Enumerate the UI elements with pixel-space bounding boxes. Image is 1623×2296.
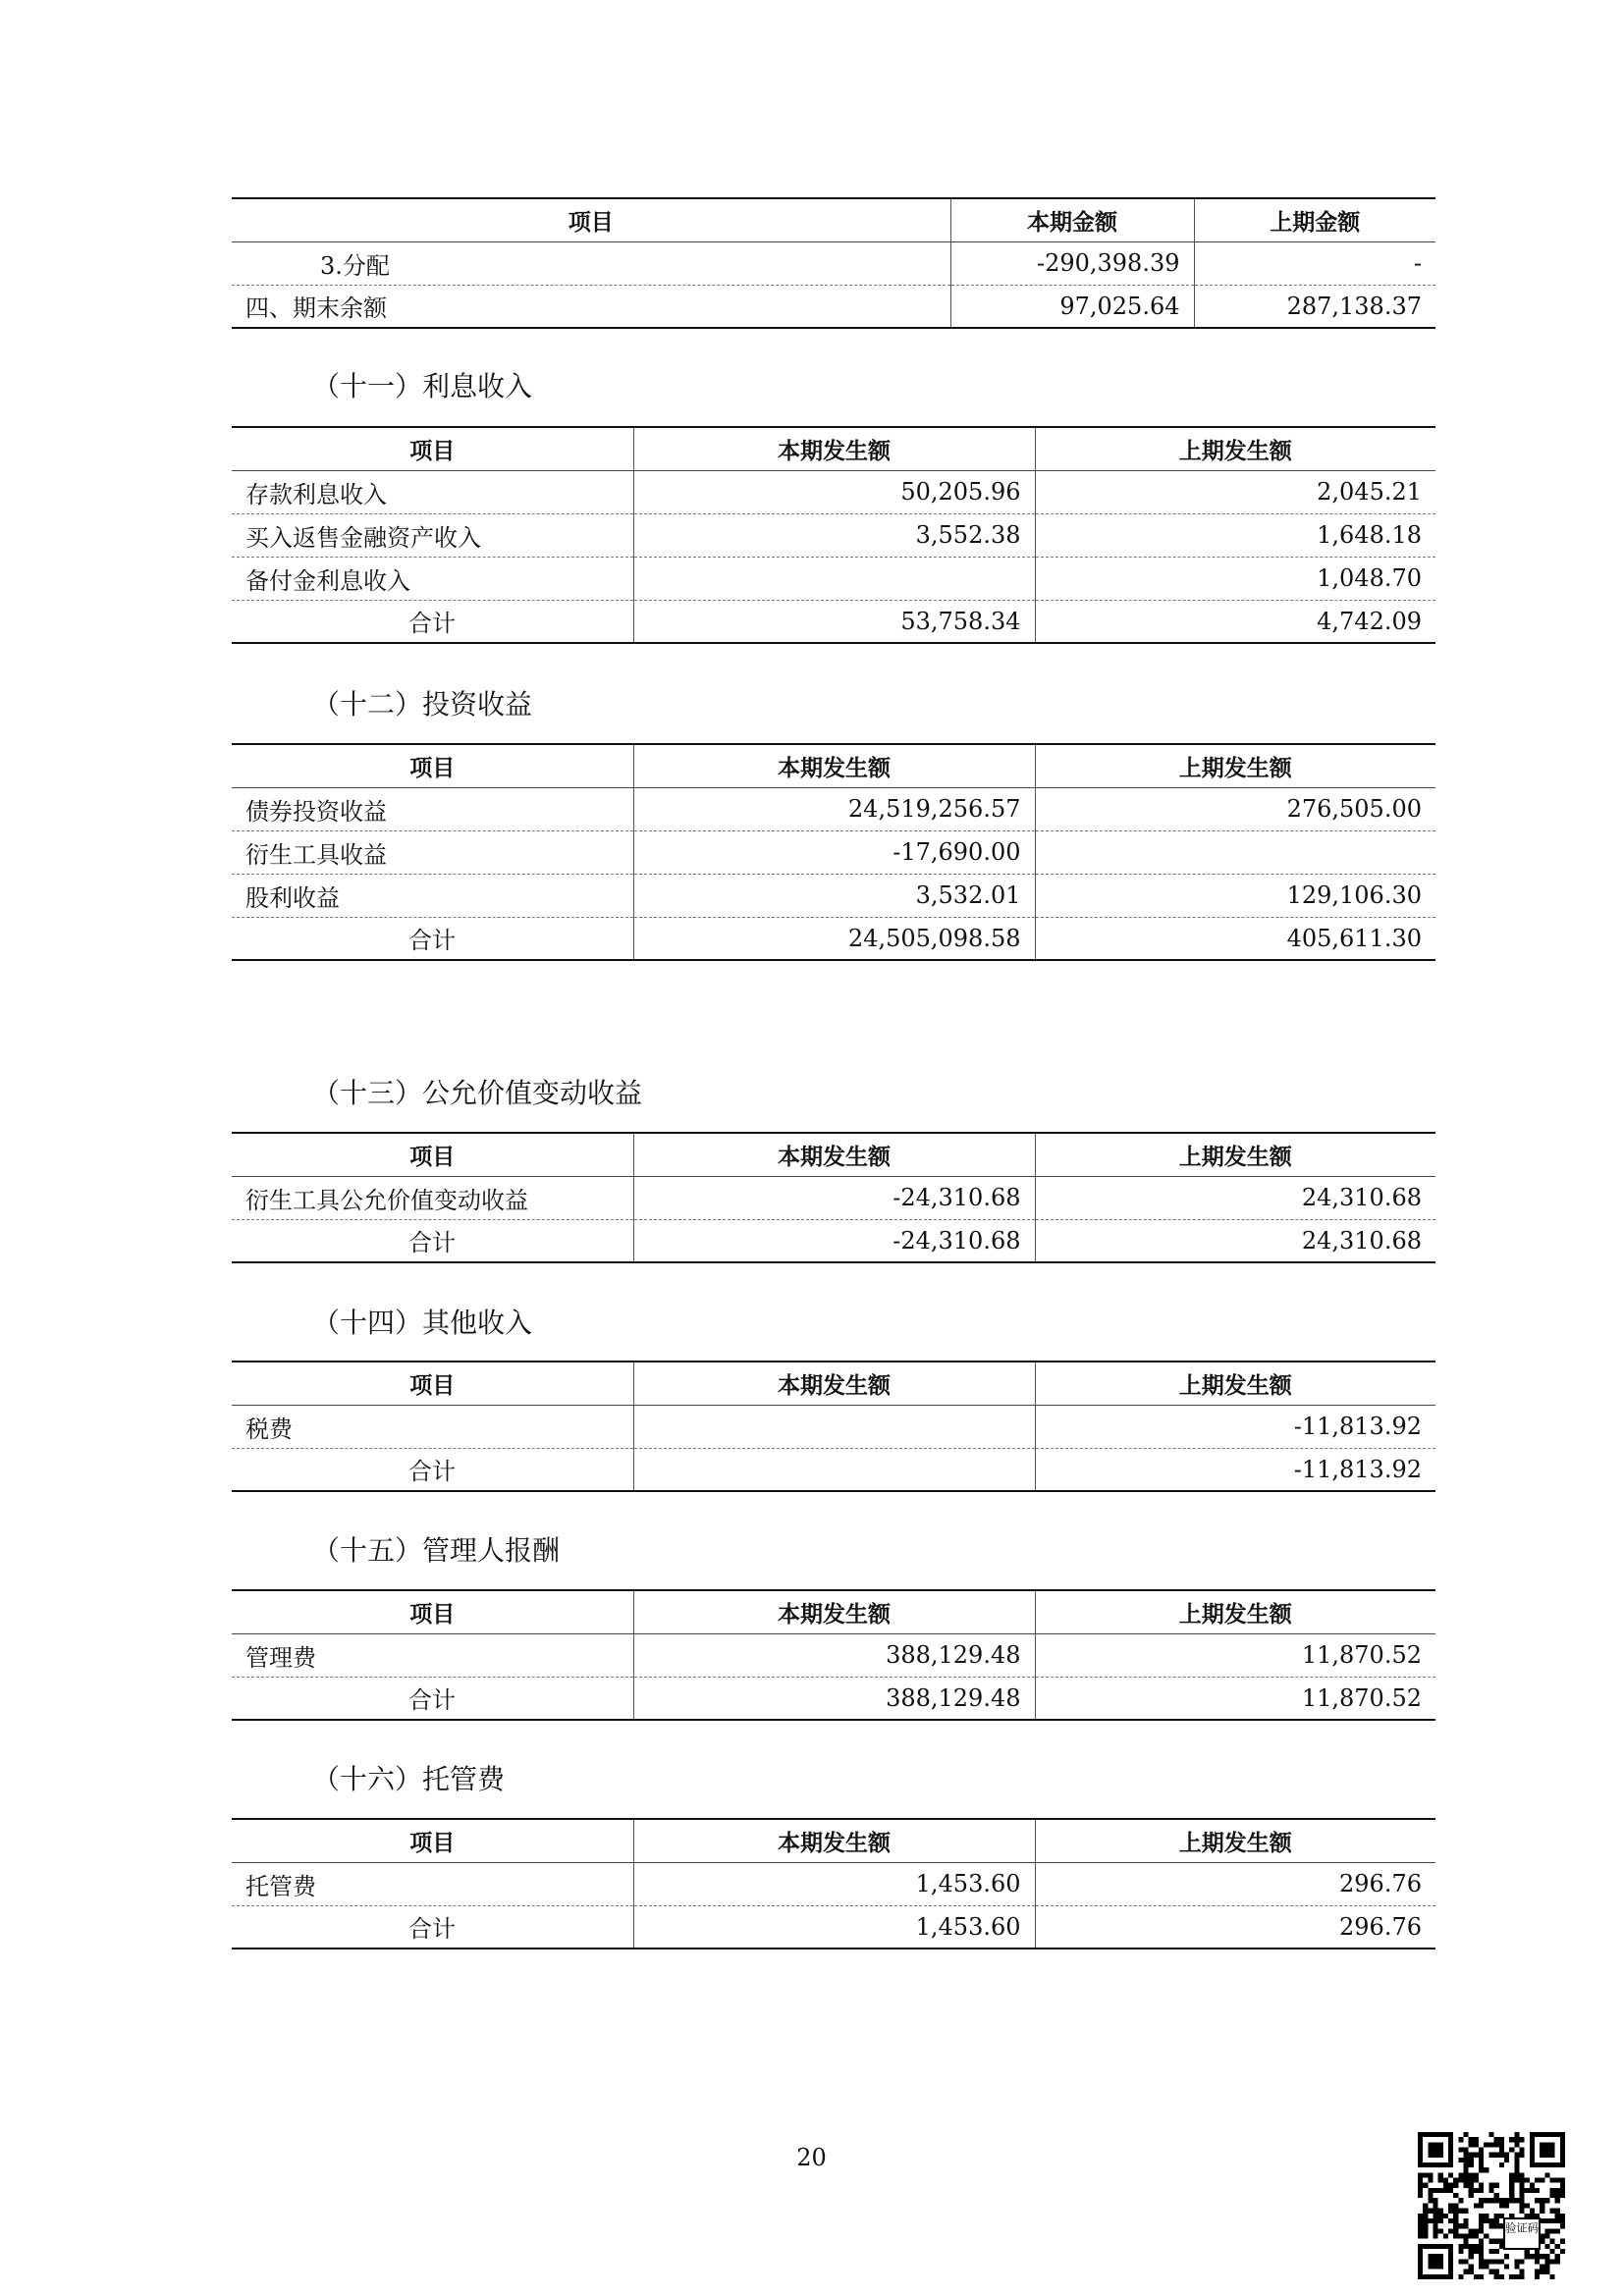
total-row bbox=[232, 1219, 1435, 1262]
interest-income-table bbox=[232, 426, 1435, 644]
total-current: -24,310.68 bbox=[633, 1219, 1035, 1262]
row-label: 衍生工具公允价值变动收益 bbox=[232, 1176, 633, 1219]
row-previous: 287,138.37 bbox=[1194, 285, 1435, 328]
row-current: 388,129.48 bbox=[633, 1633, 1035, 1677]
investment-income-table bbox=[232, 743, 1435, 961]
table-row bbox=[232, 1862, 1435, 1905]
row-current: 50,205.96 bbox=[633, 470, 1035, 513]
total-current bbox=[633, 1448, 1035, 1491]
col-header-current: 本期发生额 bbox=[633, 744, 1035, 787]
col-header-previous: 上期发生额 bbox=[1035, 1819, 1435, 1862]
col-header-item: 项目 bbox=[232, 1362, 633, 1405]
qr-code-icon bbox=[1418, 2132, 1565, 2279]
total-label: 合计 bbox=[408, 1458, 456, 1486]
col-header-current: 本期发生额 bbox=[633, 1819, 1035, 1862]
custody-fee-table bbox=[232, 1818, 1435, 1949]
col-header-item: 项目 bbox=[232, 198, 950, 241]
row-current: -290,398.39 bbox=[950, 241, 1194, 285]
row-current: 3,532.01 bbox=[633, 874, 1035, 917]
total-previous: 11,870.52 bbox=[1035, 1677, 1435, 1720]
total-current: 1,453.60 bbox=[633, 1905, 1035, 1949]
row-label: 四、期末余额 bbox=[245, 294, 387, 323]
section-heading-other-income: （十四）其他收入 bbox=[312, 1307, 533, 1339]
col-header-previous: 上期发生额 bbox=[1035, 1590, 1435, 1633]
col-header-item: 项目 bbox=[232, 1133, 633, 1176]
col-header-previous: 上期发生额 bbox=[1035, 1362, 1435, 1405]
total-label: 合计 bbox=[408, 610, 456, 638]
row-label: 3.分配 bbox=[232, 241, 950, 285]
col-header-item: 项目 bbox=[232, 1819, 633, 1862]
table-row bbox=[232, 874, 1435, 917]
table-row bbox=[232, 470, 1435, 513]
row-previous: 296.76 bbox=[1035, 1862, 1435, 1905]
row-previous: 1,648.18 bbox=[1035, 513, 1435, 557]
row-label: 管理费 bbox=[232, 1633, 633, 1677]
row-current: 24,519,256.57 bbox=[633, 787, 1035, 830]
manager-fee-table bbox=[232, 1589, 1435, 1721]
row-label: 托管费 bbox=[232, 1862, 633, 1905]
total-label: 合计 bbox=[408, 1915, 456, 1944]
row-previous: 276,505.00 bbox=[1035, 787, 1435, 830]
row-label: 衍生工具收益 bbox=[232, 830, 633, 874]
col-header-item: 项目 bbox=[232, 1590, 633, 1633]
row-current: 3,552.38 bbox=[633, 513, 1035, 557]
row-previous: 11,870.52 bbox=[1035, 1633, 1435, 1677]
total-current: 388,129.48 bbox=[633, 1677, 1035, 1720]
row-label: 备付金利息收入 bbox=[232, 557, 633, 600]
row-label: 买入返售金融资产收入 bbox=[232, 513, 633, 557]
total-row bbox=[232, 1905, 1435, 1949]
row-current: 1,453.60 bbox=[633, 1862, 1035, 1905]
row-current: 97,025.64 bbox=[950, 285, 1194, 328]
total-previous: 405,611.30 bbox=[1035, 917, 1435, 960]
col-header-previous: 上期发生额 bbox=[1035, 744, 1435, 787]
total-previous: -11,813.92 bbox=[1035, 1448, 1435, 1491]
col-header-item: 项目 bbox=[232, 427, 633, 470]
changes-table-continued bbox=[232, 197, 1435, 329]
col-header-current: 本期发生额 bbox=[633, 427, 1035, 470]
section-heading-manager-fee: （十五）管理人报酬 bbox=[312, 1534, 561, 1567]
total-previous: 296.76 bbox=[1035, 1905, 1435, 1949]
row-previous: 2,045.21 bbox=[1035, 470, 1435, 513]
table-row bbox=[232, 787, 1435, 830]
col-header-current: 本期金额 bbox=[950, 198, 1194, 241]
total-label: 合计 bbox=[408, 1686, 456, 1715]
row-previous: 1,048.70 bbox=[1035, 557, 1435, 600]
table-row bbox=[232, 241, 1435, 285]
total-current: 53,758.34 bbox=[633, 600, 1035, 643]
fair-value-change-table bbox=[232, 1132, 1435, 1263]
row-previous bbox=[1035, 830, 1435, 874]
table-row bbox=[232, 557, 1435, 600]
total-current: 24,505,098.58 bbox=[633, 917, 1035, 960]
row-label: 存款利息收入 bbox=[232, 470, 633, 513]
table-row bbox=[232, 1405, 1435, 1448]
row-current: -17,690.00 bbox=[633, 830, 1035, 874]
total-previous: 24,310.68 bbox=[1035, 1219, 1435, 1262]
col-header-previous: 上期金额 bbox=[1194, 198, 1435, 241]
section-heading-custody-fee: （十六）托管费 bbox=[312, 1763, 506, 1795]
total-row bbox=[232, 1677, 1435, 1720]
section-heading-investment-income: （十二）投资收益 bbox=[312, 688, 533, 721]
col-header-current: 本期发生额 bbox=[633, 1590, 1035, 1633]
row-previous: 24,310.68 bbox=[1035, 1176, 1435, 1219]
row-previous: - bbox=[1194, 241, 1435, 285]
table-row bbox=[232, 1633, 1435, 1677]
table-row bbox=[232, 830, 1435, 874]
total-row bbox=[232, 600, 1435, 643]
page-number: 20 bbox=[796, 2144, 827, 2171]
row-label: 债券投资收益 bbox=[232, 787, 633, 830]
total-label: 合计 bbox=[408, 927, 456, 955]
row-current: -24,310.68 bbox=[633, 1176, 1035, 1219]
qr-caption: 验证码 bbox=[1504, 2220, 1540, 2235]
col-header-item: 项目 bbox=[232, 744, 633, 787]
col-header-current: 本期发生额 bbox=[633, 1133, 1035, 1176]
col-header-previous: 上期发生额 bbox=[1035, 427, 1435, 470]
total-row bbox=[232, 1448, 1435, 1491]
row-label: 税费 bbox=[232, 1405, 633, 1448]
total-label: 合计 bbox=[408, 1229, 456, 1257]
col-header-previous: 上期发生额 bbox=[1035, 1133, 1435, 1176]
total-previous: 4,742.09 bbox=[1035, 600, 1435, 643]
total-row bbox=[232, 917, 1435, 960]
table-row bbox=[232, 513, 1435, 557]
row-current bbox=[633, 557, 1035, 600]
section-heading-fair-value-change: （十三）公允价值变动收益 bbox=[312, 1077, 643, 1109]
other-income-table bbox=[232, 1361, 1435, 1492]
row-current bbox=[633, 1405, 1035, 1448]
col-header-current: 本期发生额 bbox=[633, 1362, 1035, 1405]
row-previous: 129,106.30 bbox=[1035, 874, 1435, 917]
table-row bbox=[232, 285, 1435, 328]
table-row bbox=[232, 1176, 1435, 1219]
section-heading-interest-income: （十一）利息收入 bbox=[312, 370, 533, 402]
row-previous: -11,813.92 bbox=[1035, 1405, 1435, 1448]
row-label: 股利收益 bbox=[232, 874, 633, 917]
